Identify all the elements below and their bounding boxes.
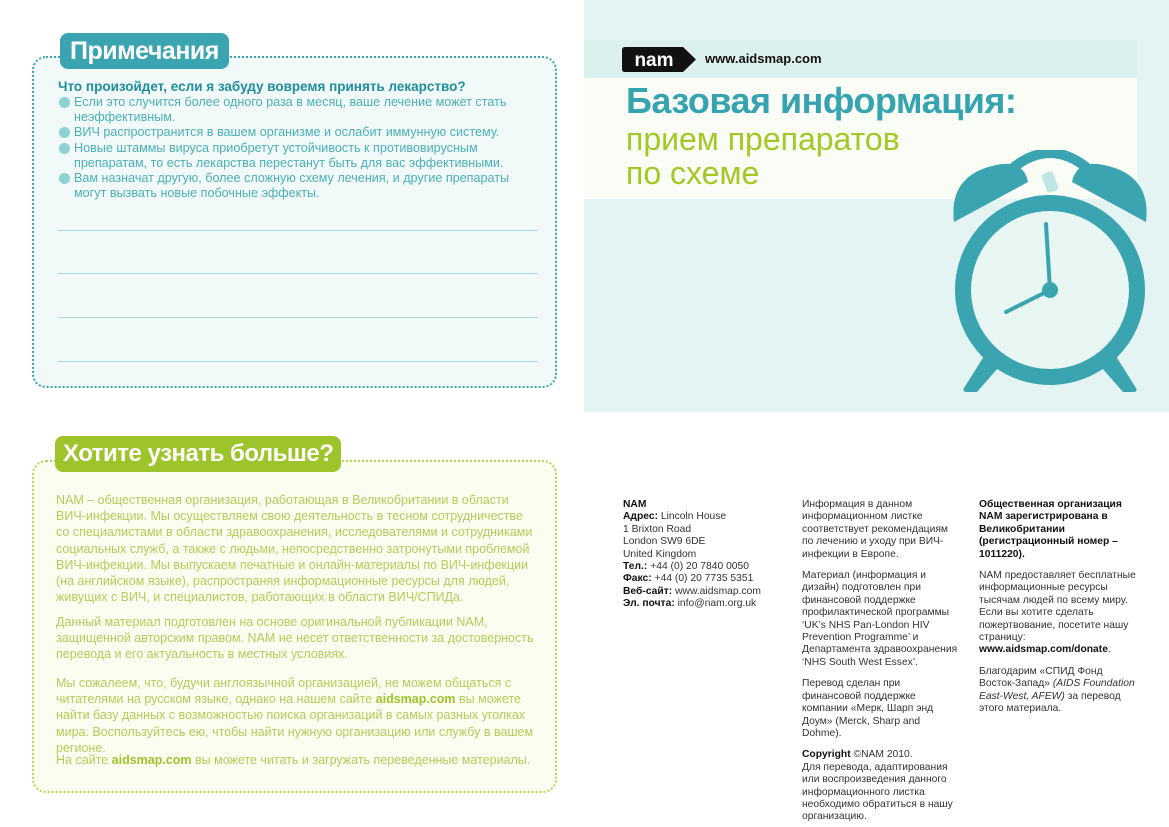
more-paragraph-about: NAM – общественная организация, работающая в Великобритании в области ВИЧ-инфекции. Мы осуществляем свою деятельность в тесном сотрудничестве со специалистами в области здравоохранения, исследователями и сотрудниками социальных служб, а также с людьми, непосредственно затронутыми проблемой ВИЧ-инфекции. Мы выпускаем печатные и онлайн-материалы по ВИЧ-инфекции (на английском языке), распространяя информационные ресурсы для людей, живущих с ВИЧ, и специалистов, работающих в области ВИЧ/СПИДа. [56,493,533,605]
email-link[interactable]: info@nam.org.uk [677,598,757,610]
aidsmap-link[interactable]: aidsmap.com [111,753,192,767]
cover-title: Базовая информация: [626,80,1017,121]
notes-list [58,95,528,201]
more-paragraph-search: Мы сожалеем, что, будучи англоязычной организацией, не можем общаться с читателями на русском языке, однако на нашем сайте aidsmap.com вы можете найти базу данных с возможностью поиска организаций в самых разных уголках мира. Воспользуйтесь ею, чтобы найти нужную организацию или службу в вашем регионе. [56,676,534,755]
alarm-clock-icon [950,150,1150,395]
notes-title: Примечания [60,33,229,69]
web-link[interactable]: www.aidsmap.com [675,585,761,597]
writing-line [58,317,538,318]
charity-column: Общественная организация NAM зарегистрирована в Великобритании (регистрационный номер – 1011220). NAM предоставляет бесплатные информационные ресурсы тысячам людей по всему миру. Если вы хотите сделать пожертвование, посетите нашу страницу: www.aidsmap.com/donate. Благодарим «СПИД Фонд Восток-Запад» (AIDS Foundation East-West, AFEW) за перевод этого материала. [979,499,1136,715]
credits-column: Информация в данном информационном листке соответствует рекомендациям по лечению и уходу при ВИЧ-инфекции в Европе. Материал (информация и дизайн) подготовлен при финансовой поддержке профилактической программы ‘UK’s NHS Pan-London HIV Prevention Programme’ и Департамента здравоохранения ‘NHS South West Essex’. Перевод сделан при финансовой поддержке компании «Мерк, Шарп энд Доум» (Merck, Sharp and Dohme). Copyright ©NAM 2010. Для перевода, адаптирования или воспроизведения данного информационного листка необходимо обратиться в нашу организацию. [802,499,958,823]
more-info-title: Хотите узнать больше? [55,436,341,472]
writing-line [58,273,538,274]
list-item: Вам назначат другую, более сложную схему лечения, и другие препараты могут вызвать новые побочные эффекты. [58,171,528,201]
nam-logo [621,46,697,73]
list-item: Новые штаммы вируса приобретут устойчивость к противовирусным препаратам, то есть лекарства перестанут быть для вас эффективными. [58,141,528,171]
bullet-icon [59,143,70,154]
aidsmap-link[interactable]: aidsmap.com [375,692,456,707]
writing-line [58,230,538,231]
site-url[interactable]: www.aidsmap.com [705,51,822,66]
svg-text:nam: nam [634,50,674,71]
list-item: ВИЧ распространится в вашем организме и ослабит иммунную систему. [58,125,528,140]
cover-subtitle-line1: прием препаратов [626,121,900,157]
bullet-icon [59,127,70,138]
more-paragraph-download: На сайте aidsmap.com вы можете читать и загружать переведенные материалы. [56,753,531,767]
cover-subtitle-line2: по схеме [626,155,760,191]
donate-link[interactable]: www.aidsmap.com/donate [979,644,1108,656]
bullet-icon [59,97,70,108]
bullet-icon [59,173,70,184]
writing-line [58,361,538,362]
notes-question: Что произойдет, если я забуду вовремя принять лекарство? [58,79,466,94]
contact-column: NAM Адрес: Lincoln House 1 Brixton Road London SW9 6DE United Kingdom Тел.: +44 (0) 20 7840 0050 Факс: +44 (0) 20 7735 5351 Веб-сайт: www.aidsmap.com Эл. почта: info@nam.org.uk [623,499,761,610]
list-item: Если это случится более одного раза в месяц, ваше лечение может стать неэффективным. [58,95,528,125]
more-paragraph-copyright: Данный материал подготовлен на основе оригинальной публикации NAM, защищенной авторским правом. NAM не несет ответственности за достоверность перевода и его актуальность в местных условиях. [56,615,534,662]
